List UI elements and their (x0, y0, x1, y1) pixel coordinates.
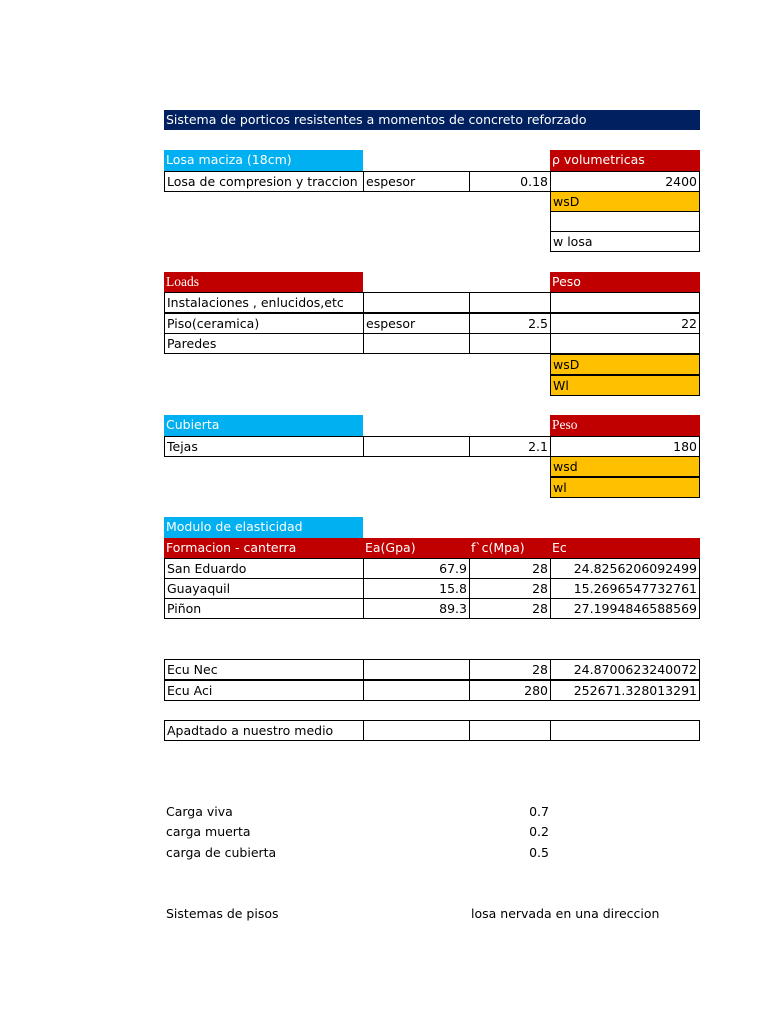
sheet-title: Sistema de porticos resistentes a momentos de concreto reforzado (164, 110, 700, 130)
loads-header: Loads (164, 272, 363, 293)
modulo-row-name[interactable]: San Eduardo (164, 558, 364, 579)
pisos-label: Sistemas de pisos (166, 906, 279, 921)
loads-peso-header: Peso (550, 272, 700, 293)
loads-row-value[interactable] (469, 333, 551, 354)
loads-row-peso[interactable]: 22 (550, 313, 700, 334)
losa-empty-cell[interactable] (550, 211, 700, 232)
ecu-row-fc[interactable]: 28 (469, 659, 551, 680)
losa-density-value[interactable]: 2400 (550, 171, 700, 192)
ecu-row-fc[interactable]: 280 (469, 680, 551, 701)
adaptado-cell[interactable] (469, 720, 551, 741)
cubierta-wsd-cell[interactable]: wsd (550, 456, 700, 477)
pisos-value: losa nervada en una direccion (471, 906, 660, 921)
carga-value: 0.7 (529, 804, 549, 819)
modulo-row-ea[interactable]: 89.3 (363, 598, 470, 619)
modulo-row-ec[interactable]: 24.8256206092499 (550, 558, 700, 579)
modulo-col-header: Formacion - canterra (164, 538, 363, 559)
modulo-row-ec[interactable]: 27.1994846588569 (550, 598, 700, 619)
cubierta-wl-cell[interactable]: wl (550, 477, 700, 498)
ecu-row-empty[interactable] (363, 659, 470, 680)
cubierta-header: Cubierta (164, 415, 363, 436)
loads-row-value[interactable] (469, 292, 551, 313)
ecu-row-name[interactable]: Ecu Nec (164, 659, 364, 680)
losa-density-header: ρ volumetricas (550, 150, 700, 171)
ecu-row-ec[interactable]: 24.8700623240072 (550, 659, 700, 680)
losa-row-label[interactable]: Losa de compresion y traccion (164, 171, 364, 192)
loads-row-label[interactable]: Piso(ceramica) (164, 313, 364, 334)
cubierta-row-peso[interactable]: 180 (550, 436, 700, 457)
modulo-row-name[interactable]: Guayaquil (164, 578, 364, 599)
modulo-row-ec[interactable]: 15.2696547732761 (550, 578, 700, 599)
modulo-col-header: Ec (550, 538, 700, 559)
modulo-col-header: f`c(Mpa) (469, 538, 550, 559)
loads-row-label[interactable]: Instalaciones , enlucidos,etc (164, 292, 364, 313)
adaptado-cell[interactable] (550, 720, 700, 741)
losa-row-value[interactable]: 0.18 (469, 171, 551, 192)
loads-row-value[interactable]: 2.5 (469, 313, 551, 334)
adaptado-label[interactable]: Apadtado a nuestro medio (164, 720, 364, 741)
cubierta-peso-header: Peso (550, 415, 700, 436)
loads-wsd-cell[interactable]: wsD (550, 354, 700, 375)
adaptado-cell[interactable] (363, 720, 470, 741)
modulo-row-ea[interactable]: 67.9 (363, 558, 470, 579)
modulo-row-ea[interactable]: 15.8 (363, 578, 470, 599)
loads-row-param[interactable]: espesor (363, 313, 470, 334)
modulo-title: Modulo de elasticidad (164, 517, 363, 538)
ecu-row-empty[interactable] (363, 680, 470, 701)
carga-value: 0.2 (529, 824, 549, 839)
modulo-row-fc[interactable]: 28 (469, 578, 551, 599)
modulo-row-name[interactable]: Piñon (164, 598, 364, 619)
cubierta-row-value[interactable]: 2.1 (469, 436, 551, 457)
ecu-row-name[interactable]: Ecu Aci (164, 680, 364, 701)
loads-row-param[interactable] (363, 292, 470, 313)
modulo-row-fc[interactable]: 28 (469, 558, 551, 579)
modulo-col-header: Ea(Gpa) (363, 538, 469, 559)
modulo-row-fc[interactable]: 28 (469, 598, 551, 619)
carga-label: carga de cubierta (166, 845, 277, 860)
carga-label: carga muerta (166, 824, 251, 839)
carga-value: 0.5 (529, 845, 549, 860)
losa-wlosa-cell[interactable]: w losa (550, 231, 700, 252)
loads-row-param[interactable] (363, 333, 470, 354)
losa-wsd-cell[interactable]: wsD (550, 191, 700, 212)
loads-row-label[interactable]: Paredes (164, 333, 364, 354)
losa-header: Losa maciza (18cm) (164, 150, 363, 171)
cubierta-row-label[interactable]: Tejas (164, 436, 364, 457)
carga-label: Carga viva (166, 804, 233, 819)
loads-row-peso[interactable] (550, 292, 700, 313)
loads-wl-cell[interactable]: Wl (550, 375, 700, 396)
cubierta-row-param[interactable] (363, 436, 470, 457)
losa-row-param[interactable]: espesor (363, 171, 470, 192)
ecu-row-ec[interactable]: 252671.328013291 (550, 680, 700, 701)
loads-row-peso[interactable] (550, 333, 700, 354)
